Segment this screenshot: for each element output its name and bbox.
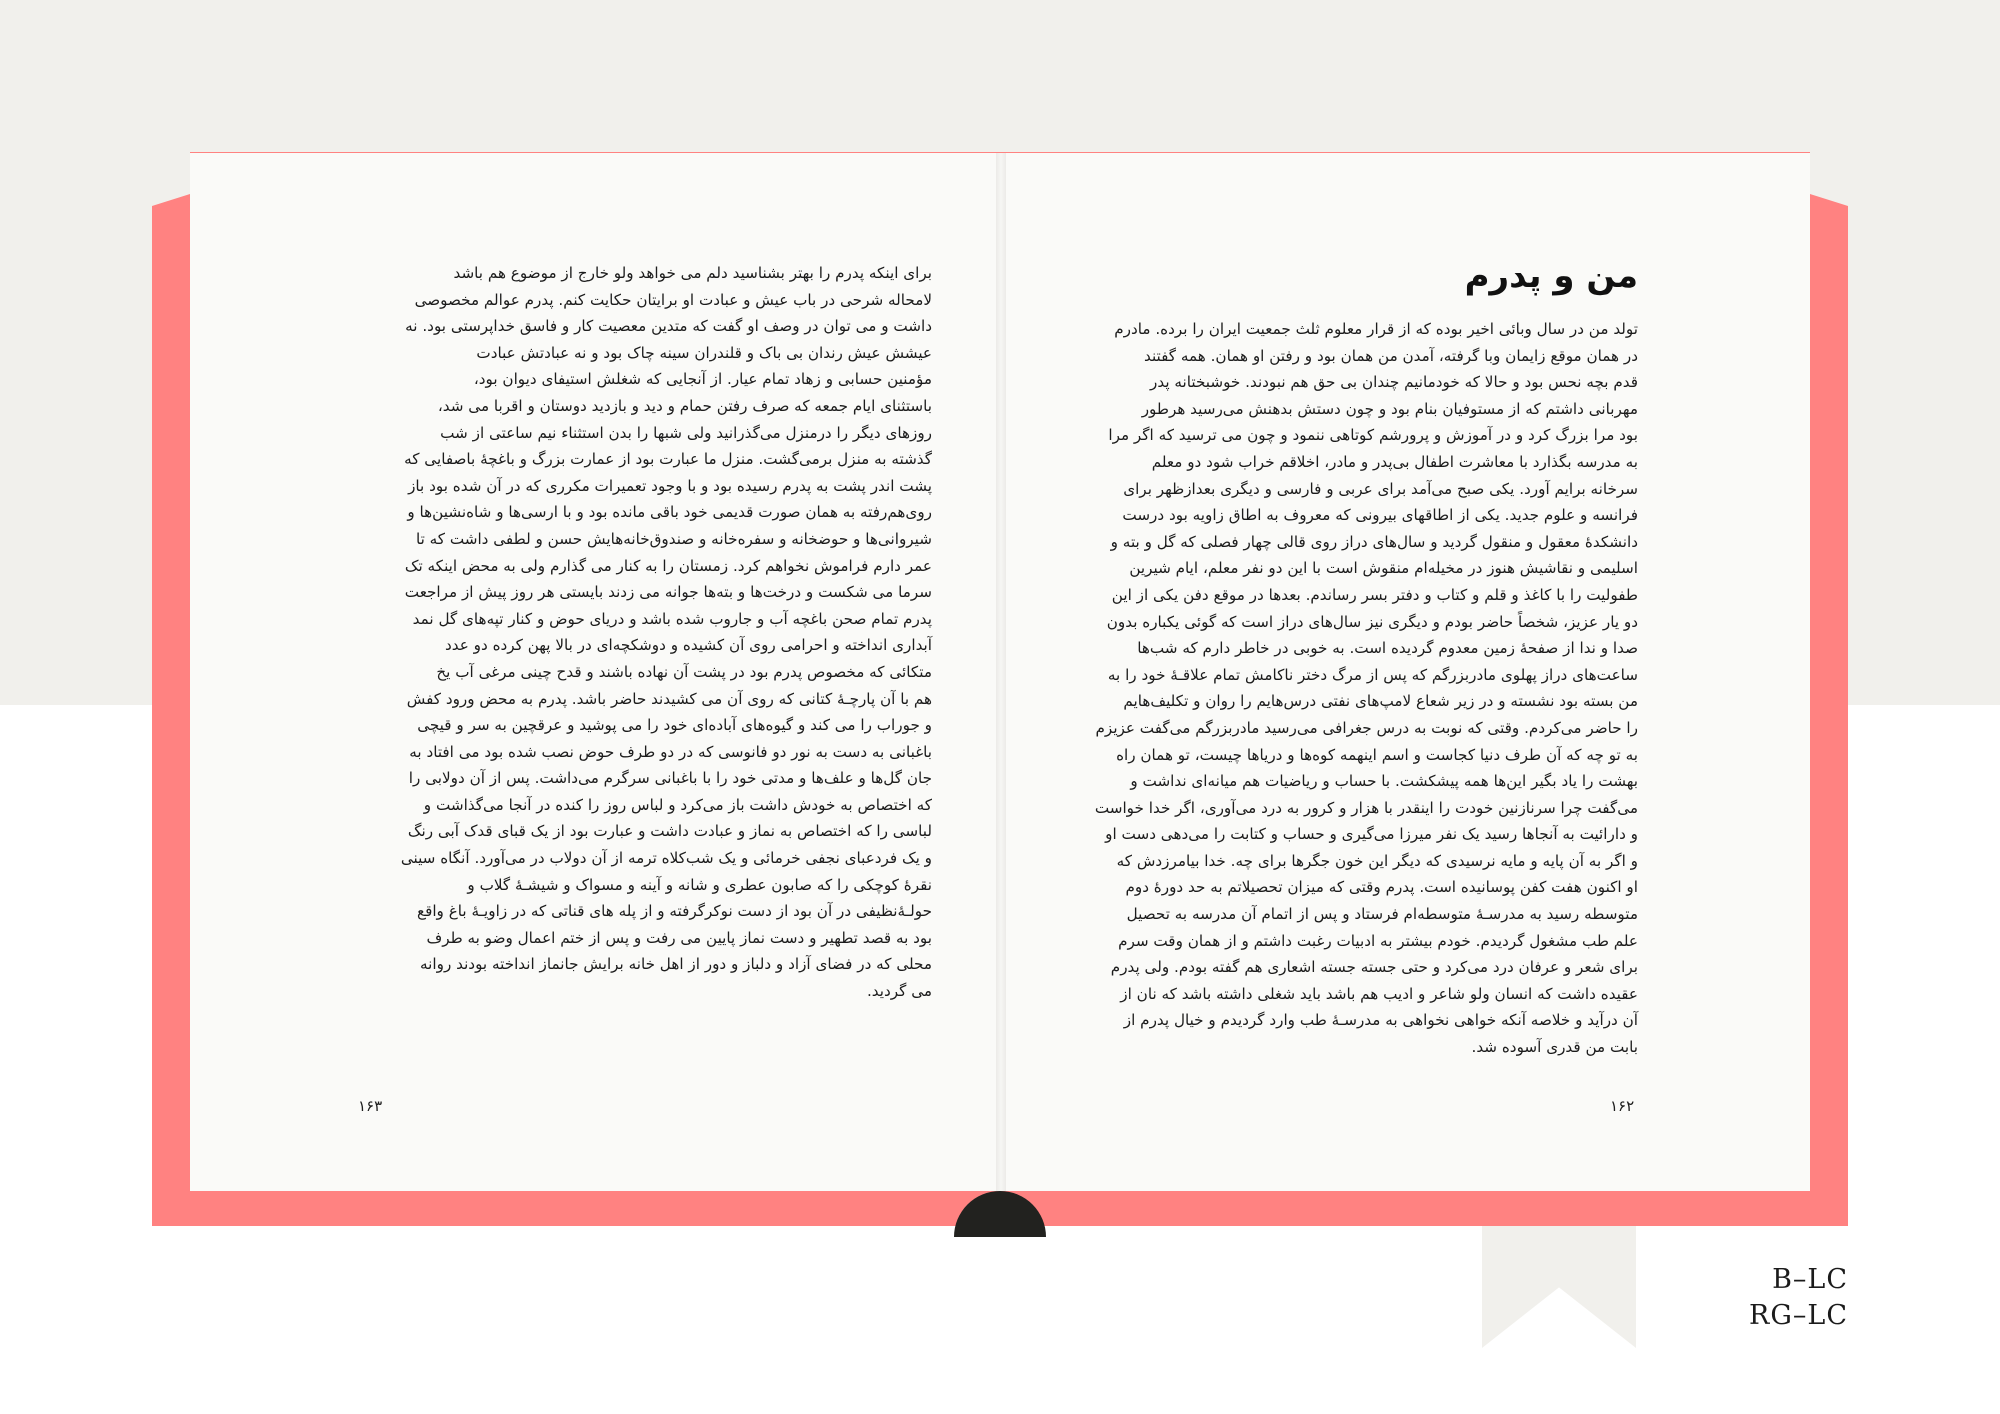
text-line: عقیده داشت که انسان ولو شاعر و ادیب هم باشد باید شغلی داشته باشد که نان از	[1120, 984, 1638, 1003]
text-line: تولد من در سال وبائی اخیر بوده که از قرار معلوم ثلث جمعیت ایران را برده. مادرم	[1114, 320, 1638, 338]
text-line: بود مرا بزرگ کرد و در آموزش و پرورشم کوتاهی ننمود و چون می ترسید که اگر مرا	[1108, 426, 1638, 445]
text-line: دو یار عزیز، شخصاً حاضر بودم و دیگری نیز سال‌های دراز است که گوئی یکباره بدون	[1106, 612, 1638, 631]
right-page-text	[1060, 316, 1638, 1061]
text-line: و دارائیت به آنجاها رسید یک نفر میرزا می‌گیری و حساب و کتابت را می‌دهی دست او	[1105, 825, 1638, 844]
right-page-number: ۱۶۲	[1610, 1097, 1635, 1115]
text-line: بهشت را یاد بگیر این‌ها همه پیشکشت. با حساب و ریاضیات هم میانه‌ای نداشت و	[1130, 772, 1638, 791]
text-line: در همان موقع زایمان وبا گرفته، آمدن من همان بود و رفتن او همان. همه گفتند	[1143, 346, 1638, 365]
text-line: سرما می شکست و درخت‌ها و بته‌ها جوانه می زدند بایستی هر روز پیش از مراجعت	[404, 583, 932, 602]
text-line: و یک فردعبای نجفی خرمائی و یک شب‌کلاه ترمه از آن دولاب در می‌آورد. آنگاه سینی	[400, 849, 932, 868]
text-line: بابت من قدری آسوده شد.	[1471, 1038, 1638, 1057]
text-line: هم با آن پارچـهٔ کتانی که روی آن می کشیدند حاضر باشد. پدرم به محض ورود کفش	[406, 689, 932, 708]
text-line: اسلیمی و نقاشیش هنوز در مخیله‌ام منقوش است با این دو نفر معلم، ایام شیرین	[1129, 559, 1638, 578]
text-line: باغبانی به دست به نور دو فانوسی که در دو طرف حوض نصب شده بود می افتاد به	[409, 742, 932, 761]
text-line: علم طب مشغول گردیدم. خودم بیشتر به ادبیات رغبت داشتم و از همان وقت سرم	[1118, 931, 1638, 950]
text-line: برای اینکه پدرم را بهتر بشناسید دلم می خواهد ولو خارج از موضوع هم باشد	[453, 264, 932, 282]
text-line: داشت و می توان در وصف او گفت که متدین معصیت کار و فاسق خداپرستی بود. نه	[405, 317, 932, 336]
text-line: دانشکدهٔ معقول و منقول گردید و سال‌های دراز روی قالی چهار فصلی که گل و بته و	[1110, 532, 1638, 551]
book-spine	[996, 153, 1006, 1191]
text-line: قدم بچه نحس بود و حالا که خودمانیم چندان بی حق هم نبودند. خوشبختانه پدر	[1150, 373, 1638, 392]
left-page-text	[360, 260, 932, 1005]
text-line: او اکنون هفت کفن پوسانیده است. پدرم وقتی که میزان تحصیلاتم به حد دورهٔ دوم	[1125, 878, 1638, 897]
text-line: به مدرسه بگذارد با معاشرت اطفال بی‌پدر و مادر، اخلاقم خراب شود دو معلم	[1151, 452, 1638, 471]
corner-label-secondary: RG–LC	[1749, 1300, 1848, 1331]
text-line: مهربانی داشتم که از مستوفیان بنام بود و چون دستش بدهنش می‌رسید هرطور	[1141, 399, 1638, 418]
text-line: باستثنای ایام جمعه که صرف رفتن حمام و دید و بازدید دوستان و اقربا می شد،	[437, 396, 932, 415]
text-line: عمر دارم فراموش نخواهم کرد. زمستان را به کنار می گذارم ولی به محض اینکه تک	[404, 556, 932, 575]
text-line: صدا و ندا از صفحهٔ زمین معدوم گردیده است. به خوبی در خاطر دارم که شب‌ها	[1137, 639, 1638, 658]
text-line: به تو چه که آن طرف دنیا کجاست و اسم اینهمه کوه‌ها و دریاها چیست، تو همان راه	[1116, 745, 1638, 764]
text-line: سرخانه برایم آورد. یکی صبح می‌آمد برای عربی و فارسی و دیگری بعدازظهر برای	[1123, 479, 1638, 498]
text-line: پشت اندر پشت به پدرم رسیده بود و با وجود تعمیرات مکرری که در آن شده بود باز	[408, 476, 932, 495]
text-line: مؤمنین حسابی و زهاد تمام عیار. از آنجایی که شغلش استیفای دیوان بود،	[473, 370, 932, 389]
chapter-title: من و پدرم	[1464, 256, 1638, 296]
text-line: حولـهٔ‌نظیفی در آن بود از دست نوکرگرفته و از پله های قناتی که در زاویـهٔ باغ واقع	[416, 902, 932, 921]
text-line: و جوراب را می کند و گیوه‌های آباده‌ای خود را می پوشید و عرقچین به سر و قیچی	[417, 716, 932, 735]
text-line: لباسی را که اختصاص به نماز و عبادت داشت و عبارت بود از یک قبای قدک آبی رنگ	[407, 822, 932, 841]
text-line: را حاضر می‌کردم. وقتی که نوبت به درس جغرافی می‌رسید مادربزرگم می‌گفت عزیزم	[1095, 718, 1638, 737]
text-line: آبداری انداخته و احرامی روی آن کشیده و دوشکچه‌ای در بالا پهن کرده دو عدد	[445, 636, 932, 655]
text-line: بود به قصد تطهیر و دست نماز پایین می رفت و پس از ختم اعمال وضو به طرف	[426, 928, 932, 947]
text-line: محلی که در فضای آزاد و دلباز و دور از اهل خانه برایش جانماز انداخته بودند روانه	[420, 955, 932, 974]
text-line: و اگر به آن پایه و مایه نرسیدی که دیگر این خون جگرها برای چه. خدا بیامرزدش که	[1116, 851, 1638, 870]
text-line: روزهای دیگر را درمنزل می‌گذرانید ولی شبها را بدن استثناء نیم ساعتی از شب	[440, 423, 932, 442]
left-page-number: ۱۶۳	[358, 1097, 383, 1115]
text-line: روی‌هم‌رفته به همان صورت قدیمی خود باقی مانده بود و با ارسی‌ها و شاه‌نشین‌ها و	[407, 503, 932, 522]
text-line: آن درآید و خلاصه آنکه خواهی نخواهی به مدرسـهٔ طب وارد گردیدم و خیال پدرم از	[1123, 1011, 1638, 1030]
text-line: پدرم تمام صحن باغچه آب و جاروب شده باشد و دریای حوض و کنار تپه‌های گل نمد	[412, 609, 932, 628]
text-line: جان گل‌ها و علف‌ها و مدتی خود را با باغبانی سرگرم می‌داشت. پس از آن دولابی را	[408, 769, 932, 788]
text-line: طفولیت را با کاغذ و قلم و کتاب و دفتر بسر رساندم. بعدها در موقع دفن یکی از این	[1111, 585, 1638, 604]
text-line: متکائی که مخصوص پدرم بود در پشت آن نهاده باشند و قدح چینی مرغی آب یخ	[436, 662, 932, 681]
text-line: من بسته بود نشسته و در زیر شعاع لامپ‌های نفتی درس‌هایم را روان و تکلیف‌هایم	[1123, 692, 1638, 711]
text-line: می‌گفت چرا سرنازنین خودت را اینقدر با هزار و کرور به درد می‌آوری، اگر خدا خواست	[1094, 798, 1638, 817]
text-line: که اختصاص به خودش داشت باز می‌کرد و لباس روز را کنده در آنجا می‌گذاشت و	[423, 795, 932, 814]
text-line: نقرهٔ کوچکی را که صابون عطری و شانه و آینه و مسواک و شیشـهٔ گلاب و	[467, 875, 932, 894]
text-line: برای شعر و عرفان درد می‌کرد و حتی جسته جسته اشعاری هم گفته بودم. ولی پدرم	[1110, 958, 1638, 977]
text-line: متوسطه رسید به مدرسـهٔ متوسطه‌ام فرستاد و پس از اتمام آن مدرسه به تحصیل	[1126, 905, 1638, 924]
text-line: ساعت‌های دراز پهلوی مادربزرگم که پس از مرگ دختر ناکامش تمام علاقـهٔ خود را به	[1107, 665, 1638, 684]
text-line: عیشش عیش رندان بی باک و قلندران سینه چاک بود و نه عبادتش عبادت	[476, 343, 932, 362]
text-line: می گردید.	[866, 982, 932, 1001]
corner-label-primary: B–LC	[1772, 1264, 1848, 1295]
text-line: گذشته به منزل برمی‌گشت. منزل ما عبارت بود از عمارت بزرگ و باغچهٔ باصفایی که	[404, 450, 932, 469]
text-line: فرانسه و علوم جدید. یکی از اطاقهای بیرونی که معروف به اطاق زاویه بود درست	[1122, 506, 1638, 525]
text-line: شیروانی‌ها و حوضخانه و سفره‌خانه و صندوق‌خانه‌هایش حسن و لطفی داشت که تا	[415, 529, 932, 548]
text-line: لامحاله شرحی در باب عیش و عبادت او برایتان حکایت کنم. پدرم عوالم مخصوصی	[414, 290, 932, 309]
